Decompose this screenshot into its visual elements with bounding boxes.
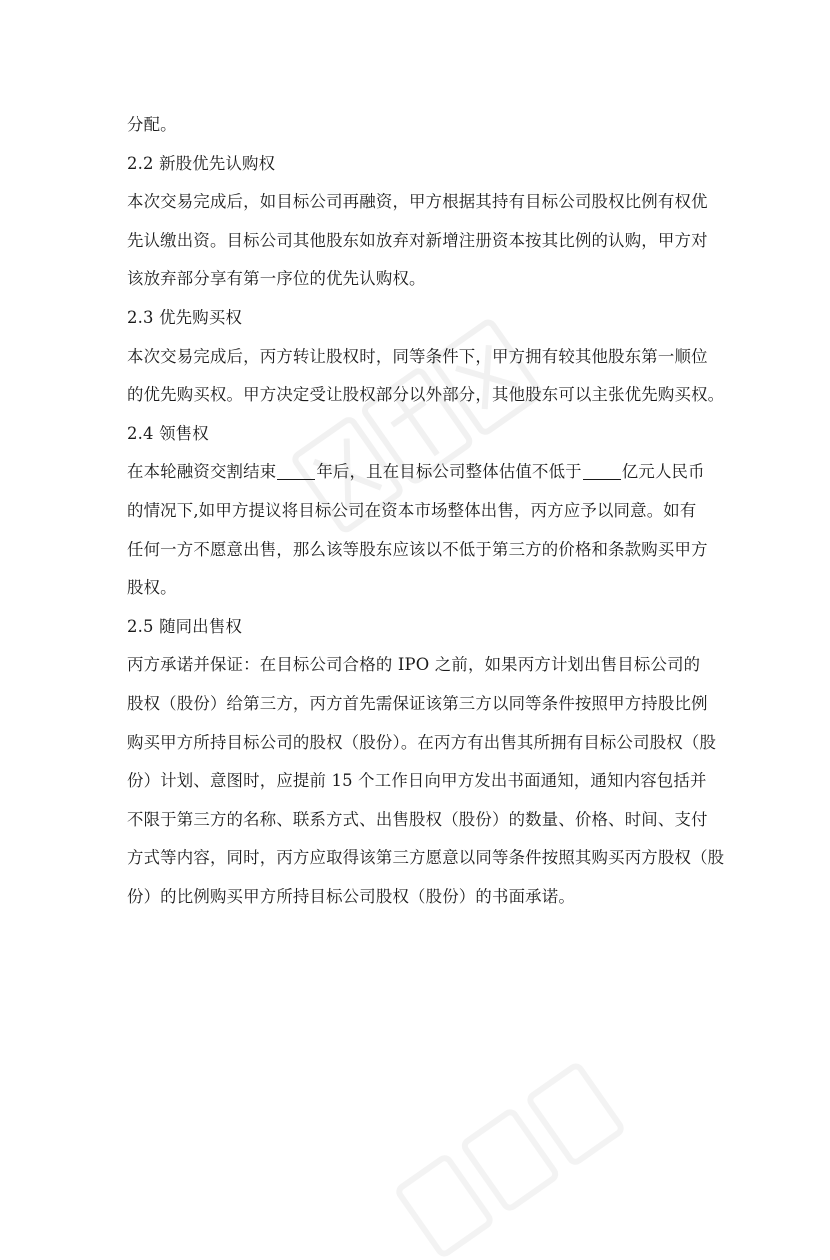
drag-along-line [127, 453, 711, 492]
watermark-logo-bottom [380, 1060, 640, 1260]
text-line: 份）的比例购买甲方所持目标公司股权（股份）的书面承诺。 [127, 886, 575, 906]
text-line: 的情况下,如甲方提议将目标公司在资本市场整体出售，丙方应予以同意。如有 [127, 500, 697, 520]
drag-along-text-1: 在本轮融资交割结束 [127, 462, 277, 482]
section-heading-2-4: 2.4 领售权 [127, 423, 209, 443]
text-line: 该放弃部分享有第一序位的优先认购权。 [127, 269, 426, 289]
text-line: 份）计划、意图时，应提前 15 个工作日向甲方发出书面通知，通知内容包括并 [127, 771, 707, 791]
text-line: 任何一方不愿意出售，那么该等股东应该以不低于第三方的价格和条款购买甲方 [127, 539, 708, 559]
text-line: 股权（股份）给第三方，丙方首先需保证该第三方以同等条件按照甲方持股比例 [127, 693, 708, 713]
valuation-blank [583, 461, 621, 480]
text-line: 本次交易完成后，丙方转让股权时，同等条件下，甲方拥有较其他股东第一顺位 [127, 346, 708, 366]
text-line: 的优先购买权。甲方决定受让股权部分以外部分，其他股东可以主张优先购买权。 [127, 385, 725, 405]
text-line: 不限于第三方的名称、联系方式、出售股权（股份）的数量、价格、时间、支付 [127, 809, 708, 829]
section-heading-2-3: 2.3 优先购买权 [127, 307, 243, 327]
text-line: 分配。 [127, 115, 177, 134]
years-blank [277, 461, 315, 480]
text-line: 先认缴出资。目标公司其他股东如放弃对新增注册资本按其比例的认购，甲方对 [127, 230, 708, 250]
text-line: 股权。 [127, 578, 177, 598]
text-line: 丙方承诺并保证：在目标公司合格的 IPO 之前，如果丙方计划出售目标公司的 [127, 655, 701, 675]
section-heading-2-2: 2.2 新股优先认购权 [127, 153, 276, 173]
text-line: 方式等内容，同时，丙方应取得该第三方愿意以同等条件按照其购买丙方股权（股 [127, 848, 725, 868]
section-heading-2-5: 2.5 随同出售权 [127, 616, 243, 636]
drag-along-text-3: 亿元人民币 [621, 462, 705, 482]
document-body [127, 106, 725, 916]
drag-along-text-2: 年后，且在目标公司整体估值不低于 [316, 462, 582, 482]
text-line: 本次交易完成后，如目标公司再融资，甲方根据其持有目标公司股权比例有权优 [127, 192, 708, 212]
text-line: 购买甲方所持目标公司的股权（股份）。在丙方有出售其所拥有目标公司股权（股 [127, 732, 717, 752]
